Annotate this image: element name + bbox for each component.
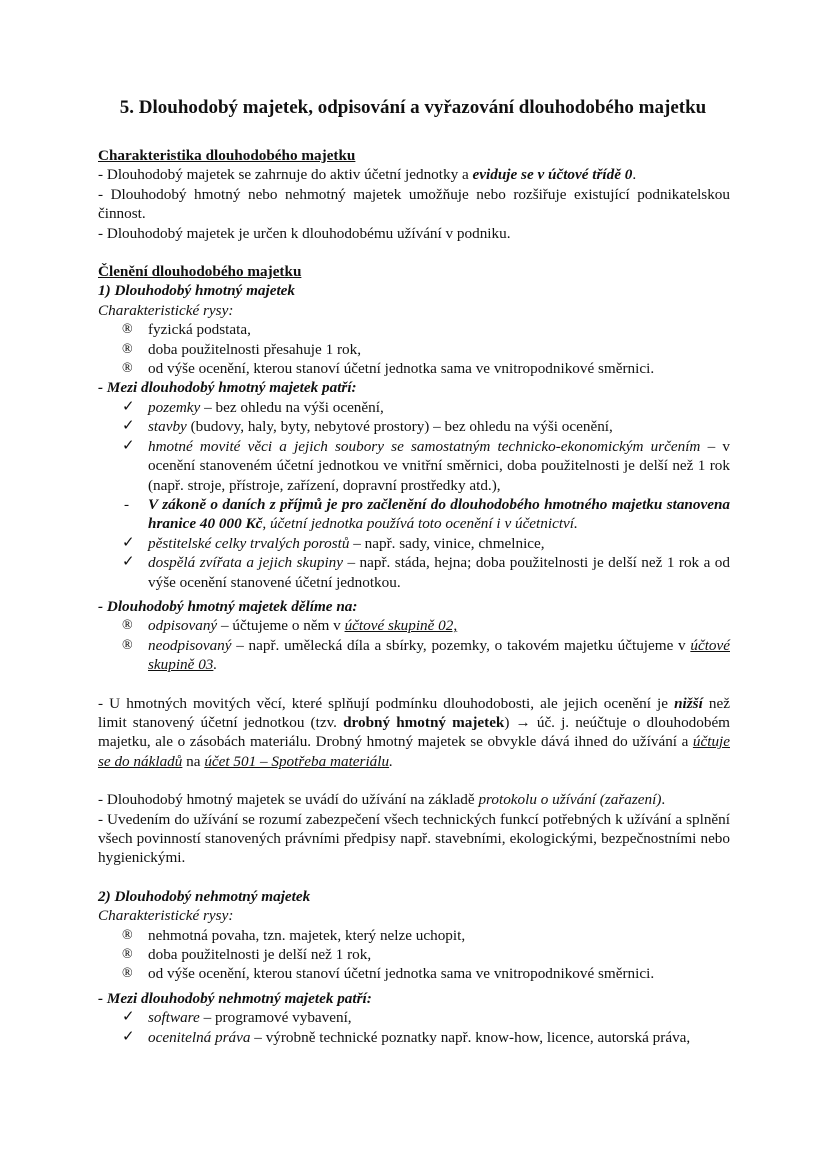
check-icon: ✓ bbox=[122, 1009, 135, 1026]
term-text: stavby bbox=[148, 418, 187, 436]
term-text: odpisovaný bbox=[148, 617, 218, 635]
paragraph: - Dlouhodobý majetek je určen k dlouhodobému užívání v podniku. bbox=[98, 224, 511, 242]
registered-mark-icon: ® bbox=[122, 927, 133, 943]
text-run: - Dlouhodobý majetek se zahrnuje do aktiv účetní jednotky a bbox=[98, 166, 473, 184]
registered-mark-icon: ® bbox=[122, 947, 133, 963]
account-group-text: účtové skupině 02, bbox=[344, 617, 458, 635]
list-item-text: – výrobně technické poznatky např. know-how, licence, autorská práva, bbox=[250, 1028, 691, 1046]
list-item bbox=[98, 320, 730, 339]
list-item-text: (budovy, haly, byty, nebytové prostory) – bez ohledu na výši ocenění, bbox=[186, 418, 613, 436]
document-page bbox=[98, 96, 730, 1047]
list-heading-intangible-includes: - Mezi dlouhodobý nehmotný majetek patří: bbox=[98, 989, 372, 1007]
list-item bbox=[98, 417, 730, 436]
term-text: pěstitelské celky trvalých porostů bbox=[148, 534, 350, 552]
list-item bbox=[98, 340, 730, 359]
text-run: než limit stanovený účetní jednotkou (tzv. bbox=[98, 694, 730, 731]
list-item-text: – např. sady, vinice, chmelnice, bbox=[349, 534, 545, 552]
page-title: 5. Dlouhodobý majetek, odpisování a vyřazování dlouhodobého majetku bbox=[119, 97, 707, 118]
term-text: ocenitelná práva bbox=[148, 1028, 251, 1046]
text-run: . bbox=[213, 656, 218, 674]
emphasis-text: eviduje se v účtové třídě 0 bbox=[472, 166, 633, 184]
check-icon: ✓ bbox=[122, 437, 135, 454]
section-heading-division: Členění dlouhodobého majetku bbox=[98, 263, 302, 281]
paragraph-usage bbox=[98, 790, 730, 809]
list-item bbox=[98, 437, 730, 495]
subheading-tangible: 1) Dlouhodobý hmotný majetek bbox=[98, 282, 296, 300]
registered-mark-icon: ® bbox=[122, 966, 133, 982]
emphasis-text: drobný hmotný majetek bbox=[343, 713, 505, 731]
emphasis-text: protokolu o užívání (zařazení) bbox=[478, 791, 662, 809]
list-item bbox=[98, 1028, 730, 1047]
list-heading-tangible-includes: - Mezi dlouhodobý hmotný majetek patří: bbox=[98, 379, 357, 397]
emphasis-text: V zákoně o daních z příjmů je pro začlenění do dlouhodobého hmotného majetku stanovena hranice 40 000 Kč bbox=[148, 495, 730, 533]
registered-mark-icon: ® bbox=[122, 361, 133, 377]
section-heading-characteristics: Charakteristika dlouhodobého majetku bbox=[98, 147, 356, 164]
list-item-text: od výše ocenění, kterou stanoví účetní jednotka sama ve vnitropodnikové směrnici. bbox=[148, 360, 655, 378]
registered-mark-icon: ® bbox=[122, 637, 133, 653]
list-item-text: fyzická podstata, bbox=[148, 321, 251, 339]
dash-marker: - bbox=[124, 495, 130, 513]
account-group-text: účtové skupině 03 bbox=[148, 636, 730, 674]
check-icon: ✓ bbox=[122, 398, 135, 415]
check-icon: ✓ bbox=[122, 418, 135, 435]
label-features: Charakteristické rysy: bbox=[98, 907, 234, 925]
list-item bbox=[98, 945, 730, 964]
list-item-text: – např. umělecká díla a sbírky, pozemky, o takovém majetku účtujeme v bbox=[231, 636, 691, 654]
registered-mark-icon: ® bbox=[122, 618, 133, 634]
account-text: účet 501 – Spotřeba materiálu bbox=[204, 752, 390, 770]
text-run: - Dlouhodobý hmotný majetek se uvádí do užívání na základě bbox=[98, 791, 479, 809]
paragraph-small-assets bbox=[98, 694, 730, 772]
list-item-text: – např. stáda, hejna; doba použitelnosti je delší než 1 rok a od výše ocenění stanovené účetní jednotkou. bbox=[148, 554, 730, 591]
list-item-text: nehmotná povaha, tzn. majetek, který nelze uchopit, bbox=[148, 926, 466, 944]
term-text: hmotné movité věci a jejich soubory se samostatným technicko-ekonomickým určením bbox=[148, 437, 701, 455]
text-run: - U hmotných movitých věcí, které splňují podmínku dlouhodobosti, ale jejich ocenění je bbox=[98, 694, 675, 712]
list-item bbox=[98, 616, 730, 635]
term-text: pozemky bbox=[148, 398, 201, 416]
text-run: ) → úč. j. neúčtuje o dlouhodobém majetku, ale o zásobách materiálu. Drobný hmotný majetek se obvykle dává ihned do užívání a bbox=[98, 713, 730, 751]
list-item-text: od výše ocenění, kterou stanoví účetní jednotka sama ve vnitropodnikové směrnici. bbox=[148, 965, 655, 983]
list-item bbox=[98, 553, 730, 592]
list-item bbox=[98, 534, 730, 553]
term-text: neodpisovaný bbox=[148, 636, 232, 654]
list-item-text: doba použitelnosti je delší než 1 rok, bbox=[148, 946, 372, 964]
paragraph-usage-definition: - Uvedením do užívání se rozumí zabezpečení všech technických funkcí potřebných k užívání a splnění všech povinností stanovených právními předpisy např. stavebními, ekologickými, bezpečnostními nebo hygienickými. bbox=[98, 810, 730, 867]
check-icon: ✓ bbox=[122, 534, 135, 551]
list-item bbox=[98, 495, 730, 534]
subheading-intangible: 2) Dlouhodobý nehmotný majetek bbox=[98, 887, 311, 905]
registered-mark-icon: ® bbox=[122, 322, 133, 338]
check-icon: ✓ bbox=[122, 554, 135, 571]
check-icon: ✓ bbox=[122, 1028, 135, 1045]
list-item-text: – účtujeme o něm v bbox=[217, 617, 345, 635]
list-item-text: – bez ohledu na výši ocenění, bbox=[200, 398, 384, 416]
text-run: na bbox=[182, 752, 205, 770]
list-item bbox=[98, 926, 730, 945]
emphasis-text: nižší bbox=[674, 694, 703, 712]
text-run: . bbox=[389, 752, 393, 770]
list-item-text: , účetní jednotka používá toto ocenění i v účetnictví. bbox=[262, 515, 578, 533]
text-run: . bbox=[632, 166, 637, 184]
list-item-text: doba použitelnosti přesahuje 1 rok, bbox=[148, 340, 361, 358]
list-item bbox=[98, 636, 730, 675]
list-item bbox=[98, 398, 730, 417]
paragraph: - Dlouhodobý hmotný nebo nehmotný majetek umožňuje nebo rozšiřuje existující podnikatelskou činnost. bbox=[98, 185, 730, 223]
term-text: dospělá zvířata a jejich skupiny bbox=[148, 554, 344, 572]
list-item bbox=[98, 964, 730, 983]
registered-mark-icon: ® bbox=[122, 341, 133, 357]
list-item bbox=[98, 1008, 730, 1027]
list-item-text: – programové vybavení, bbox=[199, 1009, 352, 1027]
list-heading-tangible-division: - Dlouhodobý hmotný majetek dělíme na: bbox=[98, 597, 358, 615]
emphasis-text: účtuje se do nákladů bbox=[98, 733, 730, 770]
text-run: . bbox=[661, 791, 666, 809]
paragraph bbox=[98, 165, 730, 184]
list-item-text: – v ocenění stanoveném účetní jednotkou ve vnitřní směrnici, doba použitelnosti je delší než 1 rok (např. stroje, přístroje, zařízení, dopravní prostředky atd.), bbox=[148, 437, 731, 494]
label-features: Charakteristické rysy: bbox=[98, 301, 234, 319]
term-text: software bbox=[148, 1009, 200, 1027]
list-item bbox=[98, 359, 730, 378]
